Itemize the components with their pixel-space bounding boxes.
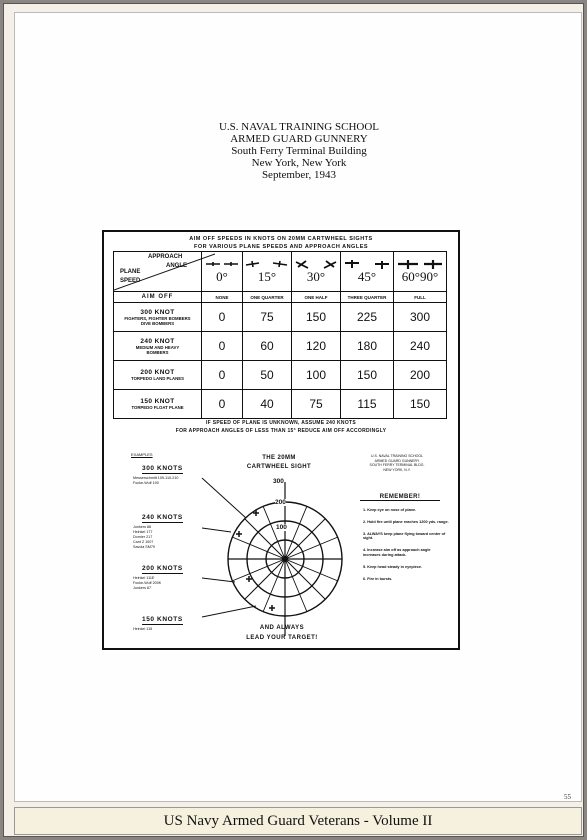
- table-cell: 300: [394, 303, 447, 332]
- aim-off-label: AIM OFF: [114, 292, 202, 303]
- plane-name: Messerschmitt 109-110-210: [133, 476, 179, 480]
- list-item: 5. Keep head steady in eyepiece.: [363, 564, 423, 569]
- speed-group-label: 200 KNOTS: [142, 565, 183, 572]
- plane-types: TORPEDO LAND PLANES: [131, 376, 184, 381]
- list-item: 1. Keep eye on nose of plane.: [363, 508, 417, 512]
- angle-value: 15°: [257, 269, 277, 284]
- angle-value: 30°: [306, 269, 326, 284]
- page-heading: [15, 121, 583, 181]
- heading-line-5: September, 1943: [261, 169, 337, 181]
- table-cell: 0: [202, 390, 243, 419]
- table-cell: 200: [394, 361, 447, 390]
- aim-off-cell: ONE QUARTER: [243, 292, 292, 303]
- list-item: 3. ALWAYS keep plane flying toward center of sight.: [363, 531, 446, 541]
- heading-line-2: ARMED GUARD GUNNERY: [230, 133, 368, 145]
- speed-value: 240 KNOT: [140, 337, 175, 345]
- page-frame: [3, 3, 584, 837]
- plane-name: Heinkel 111E: [133, 576, 155, 580]
- speed-group-planes: [133, 476, 178, 486]
- speed-group-label: 150 KNOTS: [142, 616, 183, 623]
- ring-label-200: 200: [275, 499, 286, 506]
- approach-label: APPROACH: [148, 254, 183, 260]
- plane-name: Heinkel 177: [133, 530, 153, 534]
- heading-line-3: South Ferry Terminal Building: [231, 145, 367, 157]
- stamp-line: U.S. NAVAL TRAINING SCHOOL: [371, 454, 423, 458]
- plane-types: FIGHTERS, FIGHTER BOMBERS: [124, 315, 191, 321]
- school-stamp: [356, 454, 438, 472]
- speed-value: 150 KNOT: [140, 398, 175, 405]
- book-page: [14, 12, 582, 802]
- stamp-line: ARMED GUARD GUNNERY: [374, 458, 420, 463]
- gunnery-chart-document: [102, 230, 460, 650]
- plane-types-2: DIVE BOMBERS: [140, 320, 175, 326]
- angle-value: 60°90°: [401, 269, 439, 284]
- list-item: 4. Increase aim off as approach angle increases during attack.: [363, 548, 431, 557]
- list-item: 6. Fire in bursts.: [363, 576, 393, 581]
- speed-group-planes: [133, 525, 155, 550]
- sight-title-line-2: CARTWHEEL SIGHT: [246, 464, 312, 470]
- table-cell: 75: [243, 303, 292, 332]
- table-cell: 0: [202, 361, 243, 390]
- speed-group-planes: [133, 576, 161, 591]
- table-cell: 225: [341, 303, 394, 332]
- book-title-footer: US Navy Armed Guard Veterans - Volume II: [14, 807, 582, 835]
- table-cell: 150: [341, 361, 394, 390]
- plane-name: Focke-Wulf 190: [133, 481, 159, 485]
- aim-off-cell: FULL: [394, 292, 447, 303]
- stamp-line: SOUTH FERRY TERMINAL BLDG.: [369, 463, 425, 467]
- chart-title-line-2: FOR VARIOUS PLANE SPEEDS AND APPROACH ANGLES: [193, 244, 369, 250]
- note-line-1: IF SPEED OF PLANE IS UNKNOWN, ASSUME 240 KNOTS: [205, 420, 357, 426]
- plane-name: Dornier 217: [133, 535, 153, 539]
- table-cell: 150: [394, 390, 447, 419]
- table-cell: 40: [243, 390, 292, 419]
- speed-group-label: 240 KNOTS: [142, 514, 183, 521]
- table-cell: 150: [292, 303, 341, 332]
- plane-name: Heinkel 115: [133, 627, 153, 631]
- chart-title-line-1: AIM OFF SPEEDS IN KNOTS ON 20MM CARTWHEEL SIGHTS: [189, 236, 373, 242]
- table-cell: 100: [292, 361, 341, 390]
- speed-group-planes: [133, 627, 152, 632]
- speed-value: 300 KNOT: [140, 308, 175, 316]
- examples-label: EXAMPLES: [131, 452, 153, 457]
- table-cell: 0: [202, 303, 243, 332]
- stamp-line: NEW YORK, N.Y.: [383, 467, 411, 472]
- remember-title: REMEMBER!: [360, 494, 440, 501]
- plane-name: Junkers 88: [133, 525, 152, 529]
- speed-group-label: 300 KNOTS: [142, 465, 183, 472]
- plane-label: PLANE: [120, 269, 141, 275]
- plane-name: Focke-Wulf 200K: [133, 581, 162, 585]
- aim-off-cell: THREE QUARTER: [341, 292, 394, 303]
- lead-target-slogan: [234, 623, 330, 643]
- speed-value: 200 KNOT: [140, 369, 175, 376]
- table-cell: 115: [341, 390, 394, 419]
- slogan-line-1: AND ALWAYS: [259, 625, 305, 631]
- table-cell: 0: [202, 332, 243, 361]
- plane-name: Savoia SM79: [133, 545, 155, 549]
- table-cell: 75: [292, 390, 341, 419]
- speed-label: SPEED: [120, 278, 141, 284]
- note-line-2: FOR APPROACH ANGLES OF LESS THAN 15° REDUCE AIM OFF ACCORDINGLY: [175, 428, 387, 434]
- plane-name: Junkers 87: [133, 586, 152, 590]
- list-item: 2. Hold fire until plane reaches 1200 yds. range.: [363, 519, 449, 524]
- slogan-line-2: LEAD YOUR TARGET!: [246, 635, 318, 641]
- ring-label-300: 300: [273, 478, 284, 485]
- heading-line-4: New York, New York: [251, 157, 347, 169]
- plane-name: Cant Z 1007: [133, 540, 154, 544]
- aim-off-cell: ONE HALF: [292, 292, 341, 303]
- heading-line-1: U.S. NAVAL TRAINING SCHOOL: [218, 121, 380, 133]
- angle-value: 45°: [357, 269, 377, 284]
- table-cell: 120: [292, 332, 341, 361]
- aim-off-cell: NONE: [202, 292, 243, 303]
- plane-types-2: BOMBERS: [146, 349, 169, 355]
- plane-types: MEDIUM AND HEAVY: [135, 344, 180, 350]
- table-cell: 180: [341, 332, 394, 361]
- sight-title: [234, 454, 324, 472]
- remember-list: [363, 508, 449, 588]
- ring-label-100: 100: [276, 524, 287, 531]
- angle-value: 0°: [216, 269, 228, 284]
- page-number: 55: [564, 793, 571, 801]
- table-cell: 60: [243, 332, 292, 361]
- plane-types: TORPEDO FLOAT PLANE: [131, 405, 184, 410]
- angle-label: ANGLE: [166, 263, 187, 269]
- sight-title-line-1: THE 20MM: [262, 455, 296, 461]
- table-cell: 240: [394, 332, 447, 361]
- table-cell: 50: [243, 361, 292, 390]
